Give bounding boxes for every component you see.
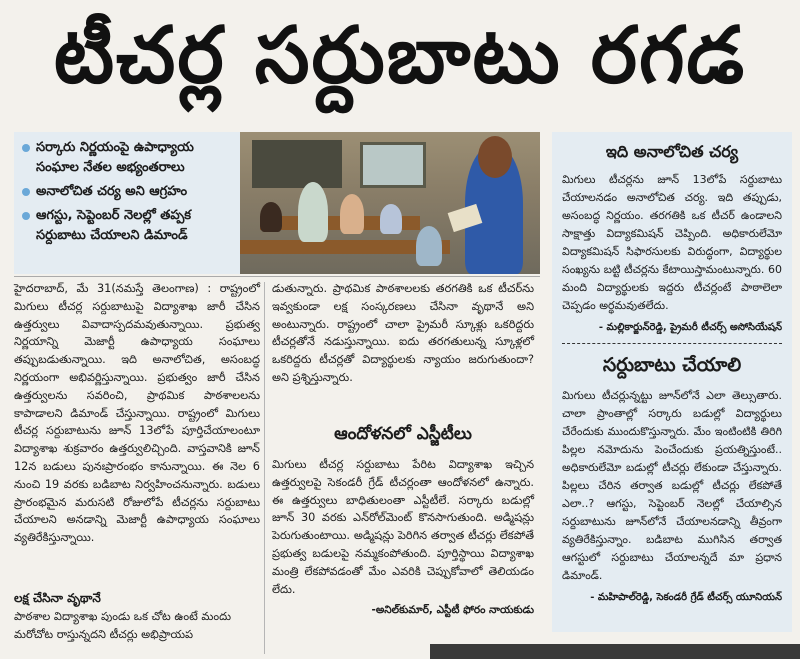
opinion-sidebar xyxy=(552,132,792,632)
student xyxy=(340,194,364,234)
highlight-text: సర్కారు నిర్ణయంపై ఉపాధ్యాయ సంఘాల నేతల అభ్యంతరాలు xyxy=(36,140,194,175)
sidebar-text: మిగులు టీచర్లున్నట్టు జూన్‌లోనే ఎలా తెల్సుతారు. చాలా ప్రాంతాల్లో సర్కారు బడుల్లో విద్యార్థులు చేరేందుకు ముందుకొస్తున్నారు. మేం ఇంటింటికి తిరిగి పిల్లల నమోదును పెంచేందుకు ప్రయత్నిస్తుంటే.. అధికారులేమో బడుల్లో టీచర్లు లేకుండా చేస్తున్నారు. పిల్లలు చేరిన తర్వాత బడుల్లో టీచర్లు లేకపోతే ఎలా..? ఆగస్టు, సెప్టెంబర్ నెలల్లో చేయాల్సిన సర్దుబాటును జూన్‌లోనే చేయాలనడాన్ని తీవ్రంగా వ్యతిరేకిస్తున్నాం. బడిబాట ముగిసిన తర్వాత ఆగస్టులో సర్దుబాటు చేయాలన్నదే మా ప్రధాన డిమాండ్. xyxy=(562,389,782,582)
student xyxy=(380,204,402,234)
quote-signature: -అనిల్‌కుమార్, ఎస్టీటీ ఫోరం నాయకుడు xyxy=(371,604,534,617)
blackboard xyxy=(252,140,342,188)
article-body: హైదరాబాద్, మే 31(నమస్తే తెలంగాణ) : రాష్ట్రంలో మిగులు టీచర్ల సర్దుబాటుపై విద్యాశాఖ జారీ చేసిన ఉత్తర్వులు వివాదాస్పదమవుతున్నాయి. ప్రభుత్వ నిర్ణయాన్ని మెజార్టీ ఉపాధ్యాయ సంఘాలు తప్పుబడుతున్నాయి. ఇది అనాలోచిత, అసంబద్ధ నిర్ణయంగా అభివర్ణిస్తున్నాయి. ప్రభుత్వం జారీ చేసిన ఉత్తర్వులను సవరించి, ప్రాథమిక పాఠశాలలను కాపాడాలని డిమాండ్ చేస్తున్నాయి. రాష్ట్రంలో మిగులు టీచర్ల సర్దుబాటును జూన్ 13లోపే పూర్తిచేయాలంటూ విద్యాశాఖ శుక్రవారం ఉత్తర్వులిచ్చింది. వాస్తవానికి జూన్ 12న బడులు పునఃప్రారంభం కానున్నాయి. ఈ నెల 6 నుంచి 19 వరకు బడిబాట నిర్వహించనున్నారు. బడులు ప్రారంభమైన మరుసటి రోజులోపే టీచర్లను సర్దుబాటు చేయాలని అనడాన్ని మెజార్టీ ఉపాధ్యాయ సంఘాలు వ్యతిరేకిస్తున్నాయి. xyxy=(14,282,260,545)
section-heading: ఆందోళనలో ఎస్జీటీలు xyxy=(334,424,472,444)
sidebar-signature: - మహిపాల్‌రెడ్డి, సెకండరీ గ్రేడ్ టీచర్స్ యూనియన్ xyxy=(590,592,782,603)
article-body: డుతున్నారు. ప్రాథమిక పాఠశాలలకు తరగతికి ఒక టీచర్‌ను ఇవ్వకుండా లక్ష సంస్కరణలు చేసినా వృథానే అని అంటున్నారు. రాష్ట్రంలో చాలా ప్రైమరీ స్కూళ్లు ఒకరిద్దరు టీచర్లతోనే నడుస్తున్నాయి. ఐదు తరగతులున్న స్కూళ్లలో ఒకరిద్దరు టీచర్లతో విద్యార్థులకు న్యాయం జరుగుతుందా? అని ప్రశ్నిస్తున్నారు. xyxy=(272,282,534,384)
highlight-item xyxy=(22,138,232,178)
student xyxy=(416,226,442,266)
highlight-item xyxy=(22,206,232,246)
highlight-text: ఆగస్టు, సెప్టెంబర్ నెలల్లో తప్పక సర్దుబాటు చేయాలని డిమాండ్ xyxy=(36,208,192,243)
bullet-icon xyxy=(22,212,30,220)
classroom-photo xyxy=(240,132,540,274)
article-column-2-bottom xyxy=(272,456,534,620)
article-body: మిగులు టీచర్ల సర్దుబాటు పేరిట విద్యాశాఖ ఇచ్చిన ఉత్తర్వులపై సెకండరీ గ్రేడ్ టీచర్లంతా ఆందోళనలో ఉన్నారు. ఈ ఉత్తర్వులు బాధితులంతా ఎస్టీటీలే. సర్కారు బడుల్లో జూన్ 30 వరకు ఎన్‌రోల్‌మెంట్ కొనసాగుతుంది. అడ్మిషన్లు పెరుగుతుంటాయి. అడ్మిషన్లు పెరిగిన తర్వాత టీచర్లు లేకపోతే ప్రభుత్వ బడులపై నమ్మకంపోతుంది. పూర్తిస్థాయి విద్యాశాఖ మంత్రి లేకపోవడంతో మేం ఎవరికి చెప్పుకోవాలో తెలియడం లేదు. xyxy=(272,458,534,596)
teacher-head xyxy=(478,136,512,178)
footer-bar xyxy=(430,644,800,659)
article-column-1 xyxy=(14,280,260,547)
highlights-box xyxy=(14,132,240,274)
article-body: పాఠశాల విద్యాశాఖ పుండు ఒక చోట ఉంటే మందు మరోచోట రాస్తున్నదని టీచర్లు అభిప్రాయప xyxy=(14,609,231,641)
divider xyxy=(562,343,782,344)
divider xyxy=(14,276,540,277)
sidebar-title: సర్దుబాటు చేయాలి xyxy=(602,354,742,376)
window xyxy=(360,142,426,188)
sidebar-title: ఇది అనాలోచిత చర్య xyxy=(605,142,739,161)
sidebar-text: మిగులు టీచర్లను జూన్ 13లోపే సర్దుబాటు చేయాలనడం అనాలోచిత చర్య. ఇది తప్పుడు, అసంబద్ధ నిర్ణయం. తరగతికి ఒక టీచర్ ఉండాలని సాక్షాత్తు విద్యాకమిషన్ చెప్పింది. అధికారులేమో విద్యాకమిషన్ సిఫారసులకు విరుద్ధంగా, విద్యార్థుల సంఖ్యను బట్టి టీచర్లను కేటాయిస్తామంటున్నారు. 60 మంది విద్యార్థులకు ఇద్దరు టీచర్లంటే పాఠాలెలా చెప్పడం అర్థమవుతలేదు. xyxy=(562,173,782,312)
student xyxy=(260,202,282,232)
highlight-item xyxy=(22,182,232,202)
article-column-2 xyxy=(272,280,534,387)
highlight-text: అనాలోచిత చర్య అని ఆగ్రహం xyxy=(36,184,188,199)
column-divider xyxy=(264,282,265,654)
sidebar-signature: - మల్లికార్జున్‌రెడ్డి, ప్రైమరీ టీచర్స్ అసోసియేషన్ xyxy=(598,322,782,333)
student xyxy=(298,182,328,242)
bullet-icon xyxy=(22,144,30,152)
headline: టీచర్ల సర్దుబాటు రగడ xyxy=(53,10,747,101)
article-column-1-bottom xyxy=(14,590,260,643)
section-heading: లక్ష చేసినా వృథానే xyxy=(14,591,101,605)
bullet-icon xyxy=(22,188,30,196)
